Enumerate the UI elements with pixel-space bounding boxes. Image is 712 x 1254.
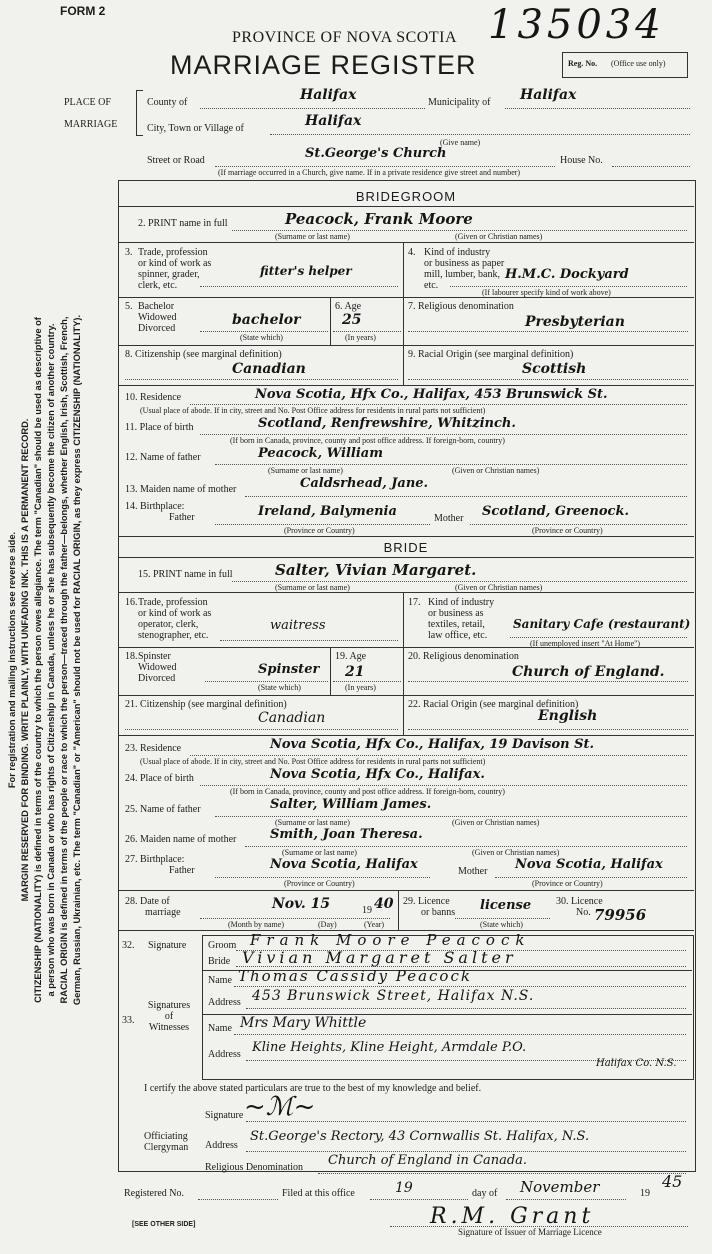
groom-religion-label: 7. Religious denomination xyxy=(408,301,514,312)
groom-father-given-caption: (Given or Christian names) xyxy=(452,466,540,475)
bride-religion-value: Church of England. xyxy=(512,664,665,680)
groom-birthplace-label: 11. Place of birth xyxy=(125,422,194,433)
reg-no-box xyxy=(562,52,688,78)
bride-status-value: Spinster xyxy=(258,662,320,677)
bride-parents-birthplace-label: 27. Birthplace: Father xyxy=(125,854,195,876)
licence-no-value: 79956 xyxy=(594,906,647,924)
groom-mother-country-caption: (Province or Country) xyxy=(532,526,603,535)
bride-father-birthplace-value: Nova Scotia, Halifax xyxy=(270,857,418,872)
filed-label: Filed at this office xyxy=(282,1188,355,1199)
county-label: County of xyxy=(147,97,188,108)
denomination-label: Religious Denomination xyxy=(205,1162,304,1173)
groom-citizenship-value: Canadian xyxy=(232,361,306,377)
f18-num: 18. xyxy=(125,651,138,662)
clergy-sig-label: Signature xyxy=(205,1110,244,1121)
groom-age-caption: (In years) xyxy=(345,333,376,342)
day-of-label: day of xyxy=(472,1188,498,1199)
margin-notes xyxy=(6,200,116,1120)
bride-mother-birthplace-label: Mother xyxy=(458,866,488,877)
bride-father-country-caption: (Province or Country) xyxy=(284,879,355,888)
marriage-date-label: 28. Date of marriage xyxy=(125,896,181,918)
bride-father-value: Salter, William James. xyxy=(270,797,432,812)
bride-residence-caption: (Usual place of abode. If in city, street and No. Post Office address for residents in rural parts not sufficient) xyxy=(140,757,486,766)
groom-mother-birthplace-value: Scotland, Greenock. xyxy=(482,504,629,519)
bride-birth-caption: (If born in Canada, province, county and post office address. If foreign-born, country) xyxy=(230,787,505,796)
f5-num: 5. xyxy=(125,301,133,312)
f16-num: 16. xyxy=(125,597,138,608)
city-label: City, Town or Village of xyxy=(147,123,244,134)
f16-labels: Trade, profession or kind of work as operator, clerk, stenographer, etc. xyxy=(138,597,212,641)
groom-father-country-caption: (Province or Country) xyxy=(284,526,355,535)
groom-surname-caption: (Surname or last name) xyxy=(275,232,350,241)
bride-racial-label: 22. Racial Origin (see marginal definition) xyxy=(408,699,579,710)
bride-surname-caption: (Surname or last name) xyxy=(275,583,350,592)
clergy-addr-label: Address xyxy=(205,1140,238,1151)
margin-line-4: a person who was born in Canada or who has rights of Citizenship in Canada, unless he or she has subsequently become the citizen of another country. xyxy=(46,323,56,997)
groom-residence-label: 10. Residence xyxy=(125,392,182,403)
bride-racial-value: English xyxy=(538,708,598,724)
f33-num: 33. xyxy=(122,1015,135,1026)
bride-father-given-caption: (Given or Christian names) xyxy=(452,818,540,827)
witness-label: Signatures of Witnesses xyxy=(147,1000,191,1033)
page-title: MARRIAGE REGISTER xyxy=(170,50,477,80)
bride-given-caption: (Given or Christian names) xyxy=(455,583,543,592)
witness2-name: Mrs Mary Whittle xyxy=(240,1015,367,1031)
issuer-signature: R.M. Grant xyxy=(430,1204,595,1229)
city-value: Halifax xyxy=(305,113,362,129)
denomination-value: Church of England in Canada. xyxy=(328,1153,528,1168)
bridegroom-heading: BRIDEGROOM xyxy=(355,189,457,204)
groom-sig-label: Groom xyxy=(208,940,237,951)
bride-age-caption: (In years) xyxy=(345,683,376,692)
groom-residence-caption: (Usual place of abode. If in city, street and No. Post Office address for residents in rural parts not sufficient) xyxy=(140,406,486,415)
bride-mother-given-caption: (Given or Christian names) xyxy=(472,848,560,857)
marriage-year-value: 40 xyxy=(374,896,394,912)
bride-sig-label: Bride xyxy=(208,956,231,967)
bride-mother-birthplace-value: Nova Scotia, Halifax xyxy=(515,857,663,872)
f4-num: 4. xyxy=(408,247,416,258)
groom-age-value: 25 xyxy=(342,312,362,328)
filed-day-value: 19 xyxy=(395,1180,413,1196)
licence-type-value: license xyxy=(480,898,532,913)
registered-label: Registered No. xyxy=(124,1188,184,1199)
bride-citizenship-label: 21. Citizenship (see marginal definition) xyxy=(125,699,287,710)
bride-citizenship-value: Canadian xyxy=(258,710,326,726)
licence-banns-label: 29. Licence or banns xyxy=(403,896,456,918)
bride-mother-country-caption: (Province or Country) xyxy=(532,879,603,888)
bride-residence-label: 23. Residence xyxy=(125,743,182,754)
bride-age-value: 21 xyxy=(345,664,365,680)
groom-birthplace-value: Scotland, Renfrewshire, Whitzinch. xyxy=(258,416,516,431)
bride-industry-caption: (If unemployed insert "At Home") xyxy=(530,639,641,648)
groom-mother-birthplace-label: Mother xyxy=(434,513,464,524)
bride-industry-value: Sanitary Cafe (restaurant) xyxy=(513,617,691,631)
f32-num: 32. xyxy=(122,940,135,951)
bride-trade-value: waitress xyxy=(270,618,326,633)
place-note: (If marriage occurred in a Church, give name. If in a private residence give street and number) xyxy=(218,168,521,177)
bride-mother-surname-caption: (Surname or last name) xyxy=(282,848,357,857)
register-number: 135034 xyxy=(488,2,665,48)
signature-label: Signature xyxy=(148,940,187,951)
groom-state-caption: (State which) xyxy=(240,333,283,342)
groom-residence-value: Nova Scotia, Hfx Co., Halifax, 453 Brunswick St. xyxy=(255,387,608,402)
groom-father-surname-caption: (Surname or last name) xyxy=(268,466,343,475)
place-of-label: PLACE OF xyxy=(64,97,111,108)
clergy-address: St.George's Rectory, 43 Cornwallis St. Halifax, N.S. xyxy=(250,1129,590,1144)
groom-mother-label: 13. Maiden name of mother xyxy=(125,484,237,495)
groom-trade-value: fitter's helper xyxy=(260,264,352,278)
groom-given-caption: (Given or Christian names) xyxy=(455,232,543,241)
witness2-address: Kline Heights, Kline Height, Armdale P.O. xyxy=(252,1040,527,1055)
groom-mother-value: Caldsrhead, Jane. xyxy=(300,476,429,491)
marriage-date-value: Nov. 15 xyxy=(272,896,331,912)
day-caption: (Day) xyxy=(318,920,337,929)
municipality-value: Halifax xyxy=(520,87,577,103)
witness1-name: Thomas Cassidy Peacock xyxy=(238,967,472,985)
groom-age-label: 6. Age xyxy=(335,301,362,312)
margin-line-1: For registration and mailing instructions see reverse side. xyxy=(7,531,17,789)
street-value: St.George's Church xyxy=(305,146,447,161)
f17-labels: Kind of industry or business as textiles, retail, law office, etc. xyxy=(428,597,495,641)
groom-father-label: 12. Name of father xyxy=(125,452,201,463)
month-caption: (Month by name) xyxy=(228,920,284,929)
filed-year-prefix: 19 xyxy=(640,1188,650,1199)
bride-state-caption: (State which) xyxy=(258,683,301,692)
witness2-name-label: Name xyxy=(208,1023,232,1034)
officiating-label: Officiating Clergyman xyxy=(144,1131,189,1153)
bride-mother-label: 26. Maiden name of mother xyxy=(125,834,237,845)
licence-state-caption: (State which) xyxy=(480,920,523,929)
margin-line-6: German, Russian, Ukrainian, etc. The term "Canadian" or "American" should not be used for RACIAL ORIGIN, as they express CITIZENSHIP (NATIONALITY). xyxy=(72,314,82,1006)
groom-parents-birthplace-label: 14. Birthplace: Father xyxy=(125,501,195,523)
licence-no-label: 30. Licence No. xyxy=(556,896,603,918)
street-label: Street or Road xyxy=(147,155,205,166)
issuer-caption: Signature of Issuer of Marriage Licence xyxy=(458,1227,602,1237)
witness2-address-line2: Halifax Co. N.S. xyxy=(596,1058,677,1069)
clergy-signature: ~ℳ~ xyxy=(244,1092,316,1122)
bride-birthplace-value: Nova Scotia, Hfx Co., Halifax. xyxy=(270,767,485,782)
margin-line-5: RACIAL ORIGIN is defined in terms of the people or race to which the person—traced through the father—belongs, whether English, Irish, Scottish, French, xyxy=(59,316,69,1004)
groom-racial-label: 9. Racial Origin (see marginal definition) xyxy=(408,349,574,360)
groom-racial-value: Scottish xyxy=(522,361,587,377)
place-brace xyxy=(136,90,143,136)
f18-labels: Spinster Widowed Divorced xyxy=(138,651,177,684)
bride-father-surname-caption: (Surname or last name) xyxy=(275,818,350,827)
bride-name-value: Salter, Vivian Margaret. xyxy=(275,561,477,579)
filed-year-value: 45 xyxy=(662,1172,683,1191)
house-label: House No. xyxy=(560,155,603,166)
municipality-label: Municipality of xyxy=(428,97,491,108)
marriage-label: MARRIAGE xyxy=(64,119,118,130)
groom-citizenship-label: 8. Citizenship (see marginal definition) xyxy=(125,349,282,360)
year-caption: (Year) xyxy=(364,920,385,929)
bride-father-label: 25. Name of father xyxy=(125,804,201,815)
witness1-address: 453 Brunswick Street, Halifax N.S. xyxy=(252,988,535,1004)
witness2-addr-label: Address xyxy=(208,1049,241,1060)
reg-no-label: Reg. No. xyxy=(568,59,598,68)
witness1-name-label: Name xyxy=(208,975,232,986)
f4-labels: Kind of industry or business as paper mill, lumber, bank, etc. xyxy=(424,247,505,291)
f17-num: 17. xyxy=(408,597,421,608)
groom-religion-value: Presbyterian xyxy=(525,314,625,330)
groom-signature: Frank Moore Peacock xyxy=(250,931,531,949)
bride-mother-value: Smith, Joan Theresa. xyxy=(270,827,423,842)
groom-birth-caption: (If born in Canada, province, county and post office address. If foreign-born, country) xyxy=(230,436,505,445)
form-number: FORM 2 xyxy=(60,4,106,18)
certify-statement: I certify the above stated particulars are true to the best of my knowledge and belief. xyxy=(144,1083,482,1094)
f3-labels: Trade, profession or kind of work as spinner, grader, clerk, etc. xyxy=(138,247,212,291)
groom-father-value: Peacock, William xyxy=(258,446,383,461)
margin-line-3: CITIZENSHIP (NATIONALITY) is defined in terms of the country to which the person owes allegiance. The term "Canadian" should be used as descriptive of xyxy=(33,317,43,1003)
bride-heading: BRIDE xyxy=(383,540,429,555)
f5-labels: Bachelor Widowed Divorced xyxy=(138,301,177,334)
groom-industry-value: H.M.C. Dockyard xyxy=(505,267,629,282)
marriage-year-prefix: 19 xyxy=(362,905,372,916)
groom-industry-caption: (If labourer specify kind of work above) xyxy=(482,288,611,297)
office-use-label: (Office use only) xyxy=(611,59,666,68)
county-value: Halifax xyxy=(300,87,357,103)
bride-age-label: 19. Age xyxy=(335,651,367,662)
bride-religion-label: 20. Religious denomination xyxy=(408,651,519,662)
groom-father-birthplace-value: Ireland, Balymenia xyxy=(258,504,397,519)
filed-month-value: November xyxy=(520,1178,600,1196)
province-heading: PROVINCE OF NOVA SCOTIA xyxy=(232,29,458,46)
bride-name-label: 15. PRINT name in full xyxy=(138,569,233,580)
give-name-caption: (Give name) xyxy=(440,138,481,147)
bride-birthplace-label: 24. Place of birth xyxy=(125,773,194,784)
groom-name-value: Peacock, Frank Moore xyxy=(285,210,473,228)
groom-status-value: bachelor xyxy=(232,312,301,328)
witness1-addr-label: Address xyxy=(208,997,241,1008)
bride-residence-value: Nova Scotia, Hfx Co., Halifax, 19 Davison St. xyxy=(270,737,595,752)
groom-name-label: 2. PRINT name in full xyxy=(138,218,228,229)
f3-num: 3. xyxy=(125,247,133,258)
see-other-side: [SEE OTHER SIDE] xyxy=(132,1221,196,1228)
margin-line-2: MARGIN RESERVED FOR BINDING. WRITE PLAINLY, WITH UNFADING INK. THIS IS A PERMANENT RECORD. xyxy=(20,418,30,902)
bride-signature: Vivian Margaret Salter xyxy=(242,948,517,967)
